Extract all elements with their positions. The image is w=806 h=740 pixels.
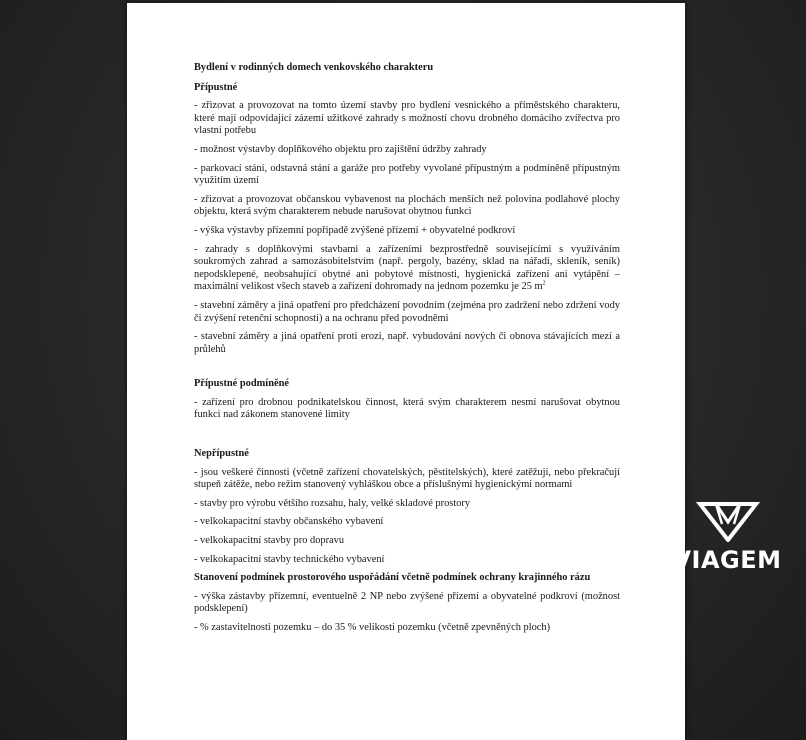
gardens-text: - zahrady s doplňkovými stavbami a zařízeními bezprostředně souvisejícími s využíváním soukromých zahrad a samozásobitelstvím (např. pergoly, bazény, sklad na nářadí, skleník, seník) nepodsklepené, neobsahující obytné ani pobytové místnosti, hygienická zařízení ani vytápění – maximální velikost všech staveb a zařízení dohromady na jednom pozemku je 25 m (194, 243, 620, 293)
list-item: - zřizovat a provozovat občanskou vybavenost na plochách menších než polovina podlahové plochy objektu, která svým charakterem nebude narušovat obytnou funkci (194, 193, 620, 218)
document-page (127, 3, 685, 740)
list-item: - možnost výstavby doplňkového objektu pro zajištění údržby zahrady (194, 143, 487, 155)
list-item: - výška zástavby přízemní, eventuelně 2 NP nebo zvýšené přízemí a obyvatelné podkroví (možnost podsklepení) (194, 590, 620, 615)
heading-allowed: Přípustné (194, 81, 238, 93)
list-item: - velkokapacitní stavby občanského vybavení (194, 516, 384, 528)
list-item: - parkovací stání, odstavná stání a garáže pro potřeby vyvolané přípustným a podmíněně přípustným využitím území (194, 162, 620, 187)
list-item: - stavební záměry a jiná opatření proti erozi, např. vybudování nových či obnova stávajících mezí a průlehů (194, 331, 620, 355)
list-item: - výška výstavby přízemní popřípadě zvýšené přízemí + obyvatelné podkroví (194, 224, 516, 236)
list-item: - % zastavitelnosti pozemku – do 35 % velikosti pozemku (včetně zpevněných ploch) (194, 622, 551, 633)
heading-spatial: Stanovení podmínek prostorového uspořádání včetně podmínek ochrany krajinného rázu (194, 572, 591, 584)
watermark-text: VIAGEM (672, 546, 782, 574)
page-content (194, 62, 620, 641)
list-item: - velkokapacitní stavby technického vybavení (194, 553, 385, 565)
list-item: - stavební záměry a jiná opatření pro předcházení povodním (zejména pro zadržení nebo zdržení vody či zvýšení retenční schopnosti) a na ochranu před povodněmi (194, 299, 620, 324)
diamond-logo-icon (696, 498, 760, 542)
heading-forbidden: Nepřípustné (194, 448, 249, 460)
gardens-superscript: 2 (542, 280, 546, 287)
heading-conditional: Přípustné podmíněné (194, 378, 289, 390)
list-item: - velkokapacitní stavby pro dopravu (194, 535, 345, 547)
list-item: - zařízení pro drobnou podnikatelskou činnost, která svým charakterem nesmí narušovat obytnou funkci nad zákonem stanovené limity (194, 396, 620, 421)
watermark-logo (668, 498, 786, 578)
list-item-gardens (194, 244, 620, 294)
list-item: - stavby pro výrobu většího rozsahu, haly, velké skladové prostory (194, 497, 471, 509)
document-title: Bydlení v rodinných domech venkovského charakteru (194, 62, 434, 73)
list-item: - zřizovat a provozovat na tomto území stavby pro bydlení vesnického a příměstského charakteru, které mají odpovídající zázemí užitkové zahrady s možností chovu drobného domácího zvířectva pro vlastní potřebu (194, 100, 620, 137)
list-item: - jsou veškeré činnosti (včetně zařízení chovatelských, pěstitelských), které zatěžují, nebo překračují stupeň zátěže, nebo režim stanovený vyhláškou obce a příslušnými hygienickými normami (194, 466, 620, 491)
